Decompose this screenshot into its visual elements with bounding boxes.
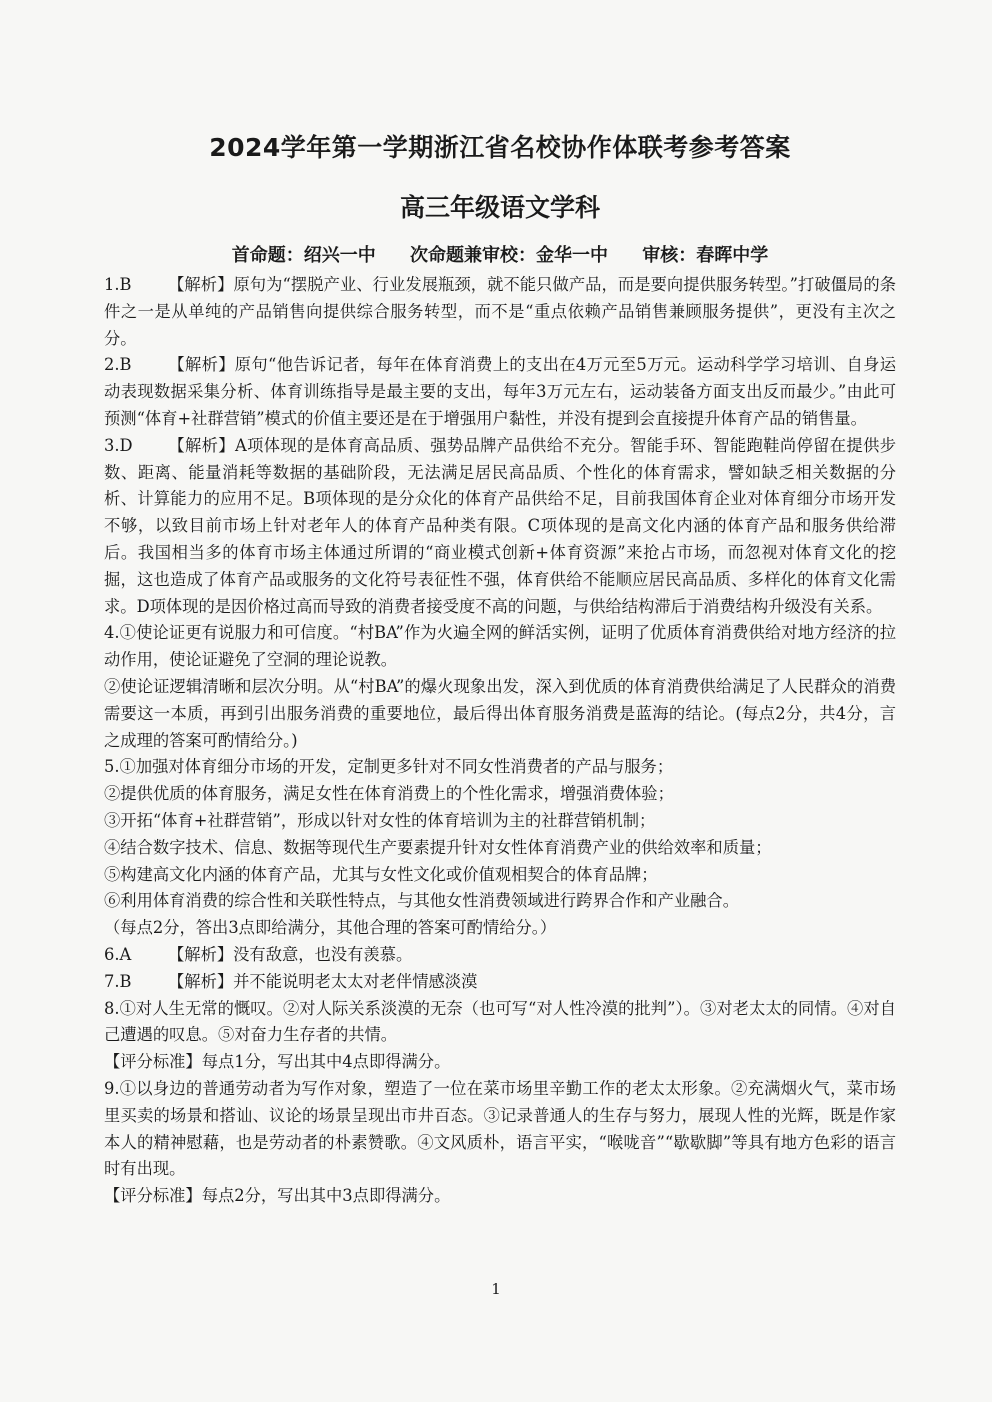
page-subtitle: 高三年级语文学科 [399, 193, 600, 222]
answer-text: 【解析】A项体现的是体育高品质、强势品牌产品供给不充分。智能手环、智能跑鞋尚停留在提供步数、距离、能量消耗等数据的基础阶段，无法满足居民高品质、个性化的体育需求，譬如缺乏相关数据的分析、计算能力的应用不足。B项体现的是分众化的体育产品供给不足，目前我国体育企业对体育细分市场开发不够，以致目前市场上针对老年人的体育产品种类有限。C项体现的是高文化内涵的体育产品和服务供给滞后。我国相当多的体育市场主体通过所谓的“商业模式创新+体育资源”来抢占市场，而忽视对体育文化的挖掘，这也造成了体育产品或服务的文化符号表征性不强，体育供给不能顺应居民高品质、多样化的体育文化需求。D项体现的是因价格过高而导致的消费者接受度不高的问题，与供给结构滞后于消费结构升级没有关系。 [104, 435, 896, 616]
q5-item: ②提供优质的体育服务，满足女性在体育消费上的个性化需求，增强消费体验； [104, 784, 674, 804]
q5-scoring-note: （每点2分，答出3点即给满分，其他合理的答案可酌情给分。） [104, 918, 557, 938]
q4-point-2: ②使论证逻辑清晰和层次分明。从“村BA”的爆火现象出发，深入到优质的体育消费供给满足了人民群众的消费需要这一本质，再到引出服务消费的重要地位，最后得出体育服务消费是蓝海的结论。(每点2分，共4分，言之成理的答案可酌情给分。) [104, 676, 896, 750]
page-number: 1 [491, 1280, 501, 1298]
q5-item: 5.①加强对体育细分市场的开发，定制更多针对不同女性消费者的产品与服务； [104, 757, 674, 777]
first-proposer: 首命题：绍兴一中 [231, 245, 376, 266]
answer-content [104, 272, 896, 1210]
q8-scoring-note: 【评分标准】每点1分，写出其中4点即得满分。 [104, 1052, 451, 1072]
answer-item [104, 942, 896, 969]
q8-answer: 8.①对人生无常的慨叹。②对人际关系淡漠的无奈（也可写“对人性冷漠的批判”）。③对老太太的同情。④对自己遭遇的叹息。⑤对奋力生存者的共情。 [104, 998, 896, 1045]
q5-item: ⑤构建高文化内涵的体育产品，尤其与女性文化或价值观相契合的体育品牌； [104, 864, 658, 884]
answer-item [104, 352, 896, 432]
author-line [104, 240, 896, 272]
q5-item: ⑥利用体育消费的综合性和关联性特点，与其他女性消费领域进行跨界合作和产业融合。 [104, 891, 739, 911]
q5-item: ③开拓“体育+社群营销”，形成以针对女性的体育培训为主的社群营销机制； [104, 810, 656, 830]
second-proposer: 次命题兼审校：金华一中 [410, 245, 608, 266]
answer-text: 【解析】原句为“摆脱产业、行业发展瓶颈，就不能只做产品，而是要向提供服务转型。”打破僵局的条件之一是从单纯的产品销售向提供综合服务转型，而不是“重点依赖产品销售兼顾服务提供”，更没有主次之分。 [104, 275, 896, 348]
reviewer: 审核：春晖中学 [642, 245, 769, 266]
answer-number: 3.D [104, 435, 133, 455]
page-title: 2024学年第一学期浙江省名校协作体联考参考答案 [209, 133, 791, 162]
answer-number: 1.B [104, 275, 132, 294]
q9-scoring-note: 【评分标准】每点2分，写出其中3点即得满分。 [104, 1186, 451, 1206]
answer-number: 6.A [104, 944, 132, 964]
answer-number: 2.B [104, 355, 132, 375]
answer-text: 【解析】没有敌意，也没有羡慕。 [168, 944, 413, 964]
answer-item [104, 272, 896, 352]
answer-item [104, 969, 896, 996]
answer-item [104, 433, 896, 621]
answer-number: 7.B [104, 971, 132, 991]
q4-point-1: 4.①使论证更有说服力和可信度。“村BA”作为火遍全网的鲜活实例，证明了优质体育消费供给对地方经济的拉动作用，使论证避免了空洞的理论说教。 [104, 623, 896, 670]
answer-text: 【解析】原句“他告诉记者，每年在体育消费上的支出在4万元至5万元。运动科学学习培训、自身运动表现数据采集分析、体育训练指导是最主要的支出，每年3万元左右，运动装备方面支出反而最少。”由此可预测“体育+社群营销”模式的价值主要还是在于增强用户黏性，并没有提到会直接提升体育产品的销售量。 [104, 355, 896, 428]
q5-item: ④结合数字技术、信息、数据等现代生产要素提升针对女性体育消费产业的供给效率和质量； [104, 837, 772, 857]
q9-answer: 9.①以身边的普通劳动者为写作对象，塑造了一位在菜市场里辛勤工作的老太太形象。②充满烟火气，菜市场里买卖的场景和搭讪、议论的场景呈现出市井百态。③记录普通人的生存与努力，展现人性的光辉，既是作家本人的精神慰藉，也是劳动者的朴素赞歌。④文风质朴，语言平实，“喉咙音”“歇歇脚”等具有地方色彩的语言时有出现。 [104, 1078, 896, 1179]
answer-text: 【解析】并不能说明老太太对老伴情感淡漠 [168, 971, 478, 991]
